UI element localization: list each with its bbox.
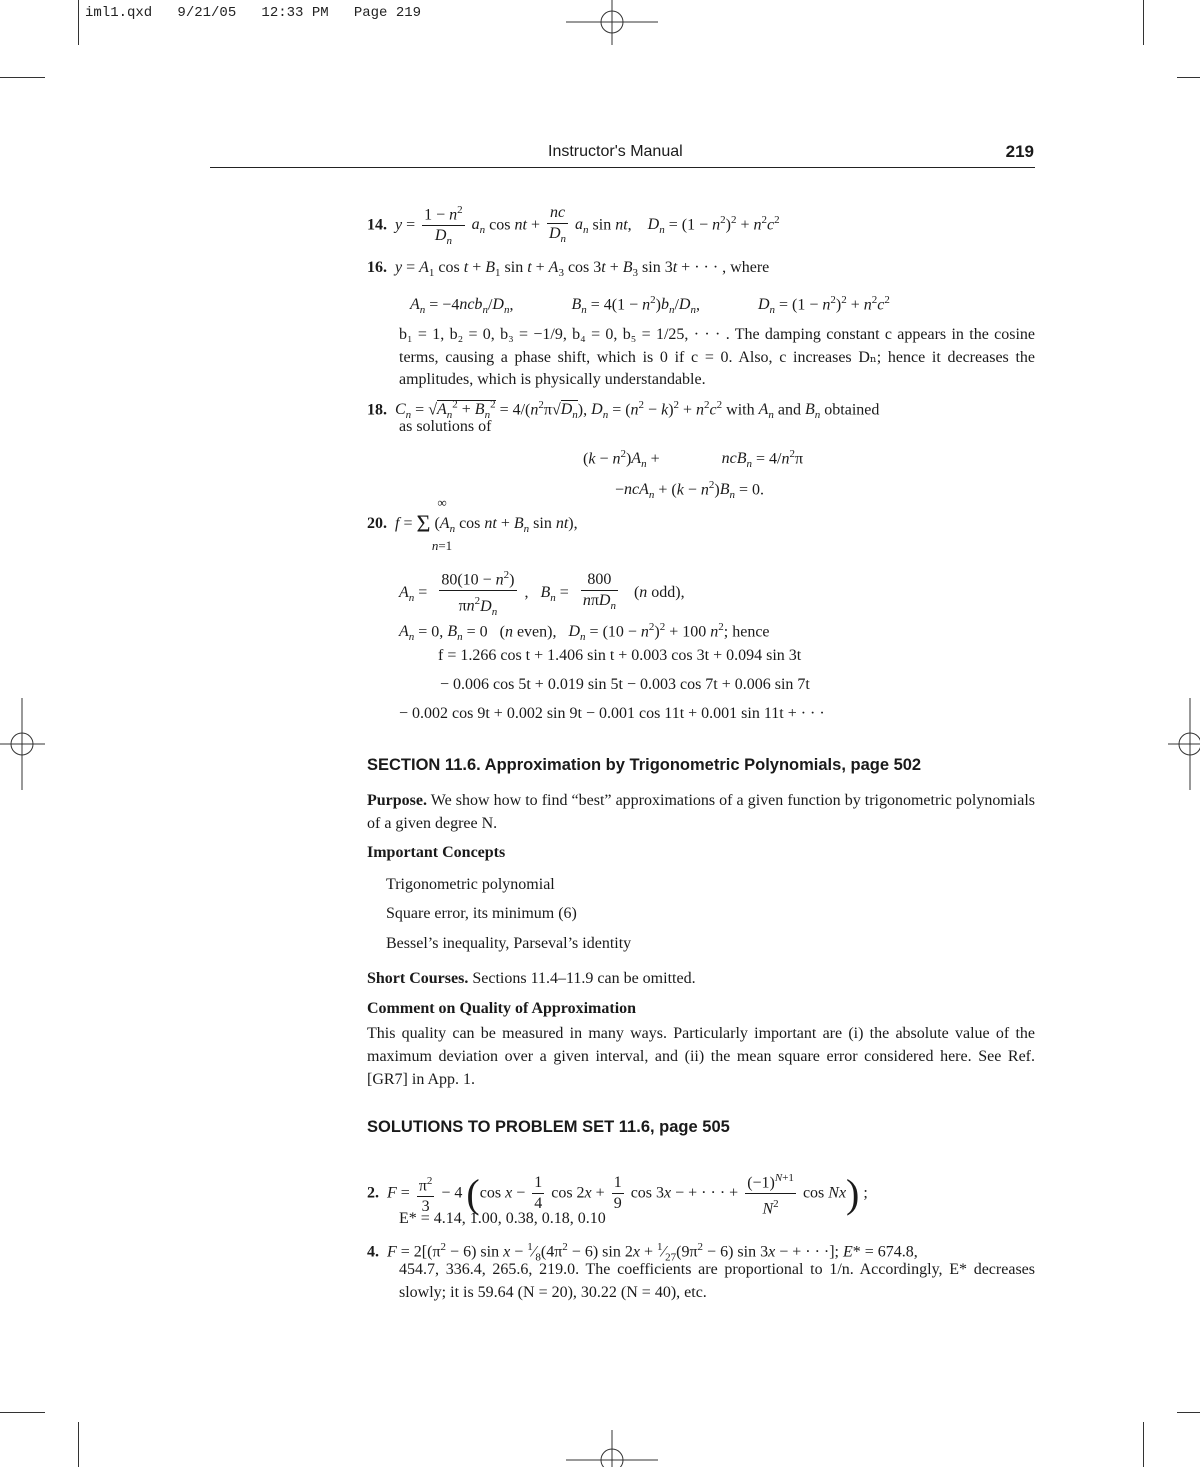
short-courses-text: Sections 11.4–11.9 can be omitted. — [472, 970, 696, 987]
crop-mark — [1177, 1412, 1200, 1413]
purpose-paragraph — [367, 789, 1035, 835]
crop-mark — [78, 0, 79, 45]
running-header-title: Instructor's Manual — [548, 143, 683, 160]
header-rule — [210, 167, 1035, 168]
concepts-heading: Important Concepts — [367, 844, 506, 861]
concept-item: Trigonometric polynomial — [386, 876, 555, 893]
answer-18-tail: as solutions of — [399, 418, 492, 435]
purpose-text: We show how to find “best” approximations of a given function by trigonometric polynomials of a given degree N. — [367, 792, 1036, 832]
problem-number: 18. — [367, 401, 387, 419]
answer-16-text: b₁ = 1, b₂ = 0, b₃ = −1/9, b₄ = 0, b₅ = 1/25, · · · . The damping constant c appears in the cosine terms, causing a phase shift, which is 0 if c = 0. Also, c increases Dₙ; hence it decreases the amplitudes, which is physically understandable. — [399, 326, 1035, 388]
registration-mark-icon — [1168, 698, 1200, 790]
concept-item: Bessel’s inequality, Parseval’s identity — [386, 935, 632, 952]
equation-system-row-1: $(k - n^2)A_n + ncB_n = 4/n^2\pi$ — [583, 448, 804, 471]
crop-mark — [1177, 77, 1200, 78]
problem-number: 14. — [367, 216, 387, 234]
answer-16: 16. $y = A_1$ $\cos t + B_1$ $\sin t + A_3$ $\cos 3t + B_3$ sin 3t + · · · , where — [367, 259, 770, 280]
equation-system-row-2: $-ncA_n + (k - n^2)B_n = 0$. — [615, 479, 765, 502]
sum-upper-limit: ∞ — [437, 495, 447, 510]
registration-mark-icon — [566, 0, 658, 45]
print-slug: iml1.qxd 9/21/05 12:33 PM Page 219 — [85, 5, 422, 21]
answer-16-coefficients: $A_n = -4ncb_n/D_n$, $B_n = 4(1 - n^2)b_n/D_n$, $D_n = (1 - n^2)^2 + n^2c^2$ — [410, 294, 890, 317]
problem-number: 20. — [367, 515, 387, 532]
answer-2-errors: E* = 4.14, 1.00, 0.38, 0.18, 0.10 — [399, 1210, 606, 1227]
crop-mark — [78, 1422, 79, 1467]
answer-4-text: 454.7, 336.4, 265.6, 219.0. The coefficients are proportional to 1/n. Accordingly, E* decreases slowly; it is 59.64 (N = 20), 30.22 (N = 40), etc. — [399, 1261, 1035, 1301]
problem-number: 2. — [367, 1184, 379, 1202]
registration-mark-icon — [566, 1430, 658, 1467]
problem-number: 16. — [367, 259, 387, 276]
answer-20-series-line-1: f = 1.266 cos t + 1.406 sin t + 0.003 cos 3t + 0.094 sin 3t — [438, 647, 802, 664]
crop-mark — [0, 1412, 45, 1413]
concept-item: Square error, its minimum (6) — [386, 905, 577, 922]
answer-20: 20. f = Σ ($A_n$ cos nt + $B_n$ sin nt), — [367, 511, 578, 538]
answer-20-coefficients: $A_n$ = $\frac{80(10 - n^2)}{\pi n^2D_n}$ , $B_n$ = $\frac{800}{n\pi D_n}$ (n odd), — [399, 565, 685, 622]
comment-paragraph: This quality can be measured in many ways. Particularly important are (i) the absolute value of the maximum deviation over a given interval, and (ii) the mean square error considered here. See Ref. [GR7] in App. 1. — [367, 1025, 1035, 1088]
purpose-label: Purpose. — [367, 792, 427, 809]
registration-mark-icon — [0, 698, 45, 790]
solutions-heading: SOLUTIONS TO PROBLEM SET 11.6, page 505 — [367, 1118, 730, 1136]
answer-20-series-line-2: − 0.006 cos 5t + 0.019 sin 5t − 0.003 cos 7t + 0.006 sin 7t — [440, 676, 810, 693]
answer-2: 2. F = $\frac{\pi^2}{3}$ − 4 (cos x − $\frac{1}{4}$ cos 2x + $\frac{1}{9}$ cos 3x − + · · · + $\frac{(-1)^{N+1}}{N^2}$ cos Nx) ; — [367, 1170, 868, 1218]
answer-14: 14. y = $\frac{1 - n^2}{D_n}$ $a_n$ cos nt + $\frac{nc}{D_n}$ $a_n$ sin nt, $D_n = (1 - n^2)^2 + n^2c^2$ — [367, 200, 780, 252]
short-courses — [367, 967, 1035, 990]
problem-number: 4. — [367, 1243, 379, 1261]
crop-mark — [0, 77, 45, 78]
answer-4: 4. $F = 2[(\pi^2 - 6)$ $\sin x - ^1⁄_8(4\pi^2 - 6)$ $\sin 2x + ^1⁄_{27}(9\pi^2 - 6)$ sin 3x − + · · ·]; E* = 674.8, — [367, 1241, 918, 1264]
section-heading: SECTION 11.6. Approximation by Trigonometric Polynomials, page 502 — [367, 756, 922, 774]
answer-20-series-line-3: − 0.002 cos 9t + 0.002 sin 9t − 0.001 cos 11t + 0.001 sin 11t + · · · — [399, 705, 825, 722]
short-courses-label: Short Courses. — [367, 970, 469, 987]
sum-lower-limit: n=1 — [431, 538, 453, 553]
crop-mark — [1143, 1422, 1144, 1467]
page-number: 219 — [1005, 142, 1034, 161]
comment-heading: Comment on Quality of Approximation — [367, 1000, 637, 1017]
crop-mark — [1143, 0, 1144, 45]
answer-20-even: $A_n = 0$, $B_n = 0$ (n even), $D_n = (10 - n^2)^2 + 100$ $n^2$; hence — [399, 621, 770, 644]
answer-18: 18. $C_n = √A_n^2 + B_n^2 = 4/(n^2\pi√D_n)$, $D_n = (n^2 - k)^2 + n^2c^2$ with $A_n$ and $B_n$ obtained — [367, 399, 880, 422]
